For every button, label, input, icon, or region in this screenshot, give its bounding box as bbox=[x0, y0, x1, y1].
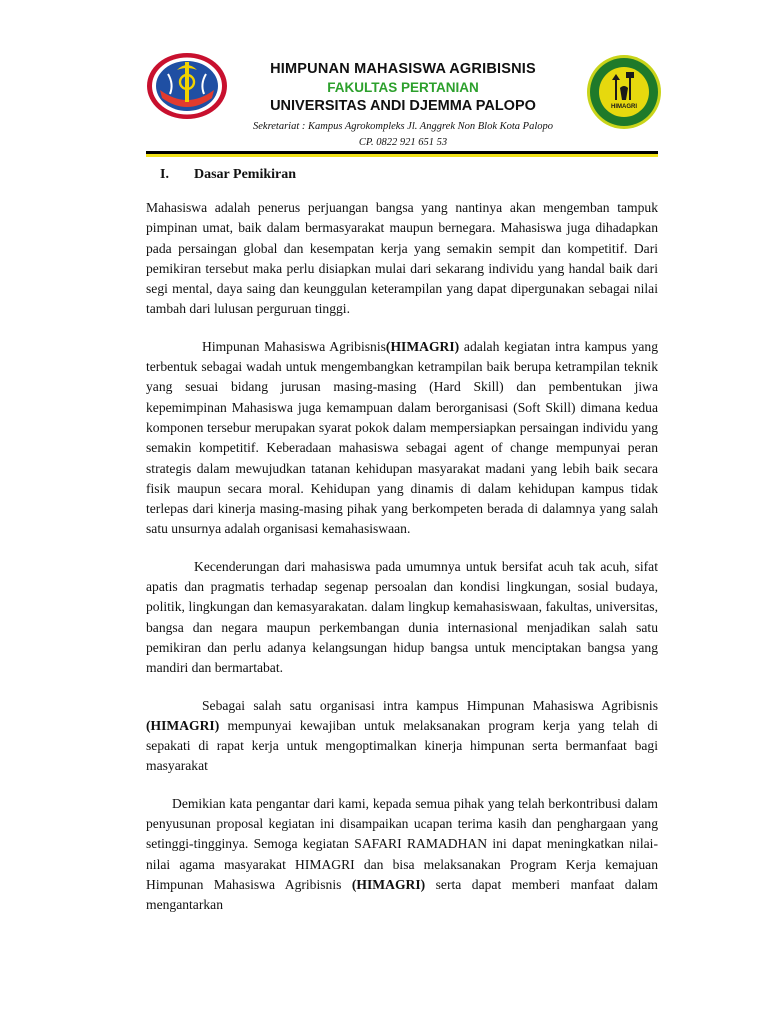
header-rule-yellow bbox=[146, 154, 658, 157]
university-name: UNIVERSITAS ANDI DJEMMA PALOPO bbox=[270, 98, 536, 114]
emblem-label: HIMAGRI bbox=[611, 104, 637, 110]
himagri-bold: (HIMAGRI) bbox=[351, 876, 426, 892]
paragraph-3: Kecenderungan dari mahasiswa pada umumnya untuk bersifat acuh tak acuh, sifat apatis dan pragmatis terhadap segenap persoalan dan kondisi lingkungan, sosial budaya, politik, lingkungan dan kemasyarakatan. dalam lingkup kemahasiswaan, fakultas, universitas, bangsa dan negara maupun perkembangan dunia internasional menjadikan salah satu pemikiran dan perlu adanya kelangsungan hidup bangsa untuk menciptakan bangsa yang mandiri dan bermartabat. bbox=[146, 558, 658, 676]
paragraph-5-part-c: serta dapat memberi manfaat dalam mengantarkan bbox=[146, 876, 658, 913]
himagri-emblem-icon bbox=[586, 54, 662, 130]
section-heading bbox=[160, 167, 296, 183]
paragraph-4-part-c: mempunyai kewajiban untuk melaksanakan program kerja yang telah di sepakati di rapat kerja untuk mengoptimalkan kinerja himpunan serta bermanfaat bagi masyarakat bbox=[146, 717, 658, 774]
organization-name: HIMPUNAN MAHASISWA AGRIBISNIS bbox=[270, 61, 536, 77]
section-number: I. bbox=[160, 167, 169, 182]
letterhead bbox=[230, 60, 576, 151]
contact-phone: CP. 0822 921 651 53 bbox=[358, 137, 448, 148]
paragraph-5 bbox=[146, 794, 658, 916]
secretariat-address: Sekretariat : Kampus Agrokompleks Jl. Anggrek Non Blok Kota Palopo bbox=[253, 121, 553, 132]
paragraph-2-part-a: Himpunan Mahasiswa Agribisnis bbox=[202, 338, 386, 354]
university-crest-icon bbox=[146, 52, 228, 120]
section-title: Dasar Pemikiran bbox=[194, 167, 297, 182]
paragraph-4-part-a: Sebagai salah satu organisasi intra kampus Himpunan Mahasiswa Agribisnis bbox=[202, 697, 658, 713]
himagri-bold: (HIMAGRI) bbox=[385, 338, 460, 354]
body-text bbox=[146, 198, 658, 933]
faculty-name: FAKULTAS PERTANIAN bbox=[327, 80, 479, 95]
himagri-bold: (HIMAGRI) bbox=[146, 717, 220, 733]
paragraph-4 bbox=[146, 696, 658, 777]
paragraph-5-part-a: Demikian kata pengantar dari kami, kepada semua pihak yang telah berkontribusi dalam penyusunan proposal kegiatan ini disampaikan ucapan terima kasih dan penghargaan yang setinggi-tingginya. Semoga kegiatan SAFARI RAMADHAN ini dapat meningkatkan nilai-nilai agama masyarakat HIMAGRI dan bisa melaksanakan Program Kerja kemajuan Himpunan Mahasiswa Agribisnis bbox=[146, 795, 658, 892]
paragraph-1: Mahasiswa adalah penerus perjuangan bangsa yang nantinya akan mengemban tampuk pimpinan umat, baik dalam bermasyarakat maupun bernegara. Mahasiswa juga dihadapkan pada persaingan global dan kesempatan kerja yang semakin sempit dan kompetitif. Dari pemikiran tersebut maka perlu disiapkan mulai dari sekarang individu yang handal baik dari segi mental, daya saing dan keunggulan keterampilan yang dapat dipergunakan sebagai nilai tambah dari lulusan perguruan tinggi. bbox=[146, 200, 658, 317]
paragraph-2 bbox=[146, 337, 658, 540]
paragraph-2-part-c: adalah kegiatan intra kampus yang terbentuk sebagai wadah untuk mengembangkan ketrampilan baik berupa ketrampilan teknik yang sesuai bidang jurusan masing-masing (Hard Skill) dan pembentukan jiwa kepemimpinan Mahasiswa juga kemampuan dalam berorganisasi (Soft Skill) dimana kedua komponen tersebur merupakan syarat pokok dalam mempersiapkan persaingan individu yang semakin kompetitif. Keberadaan mahasiswa sebagai agent of change mempunyai peran strategis dalam mewujudkan tatanan kehidupan masyarakat madani yang lebih baik secara fisik maupun secara moral. Kehidupan yang dinamis di dalam kehidupan kampus tidak terlepas dari kinerja masing-masing pihak yang berkompeten berada di dalamnya yang salah satu unsurnya adalah organisasi kemahasiswaan. bbox=[146, 338, 658, 537]
